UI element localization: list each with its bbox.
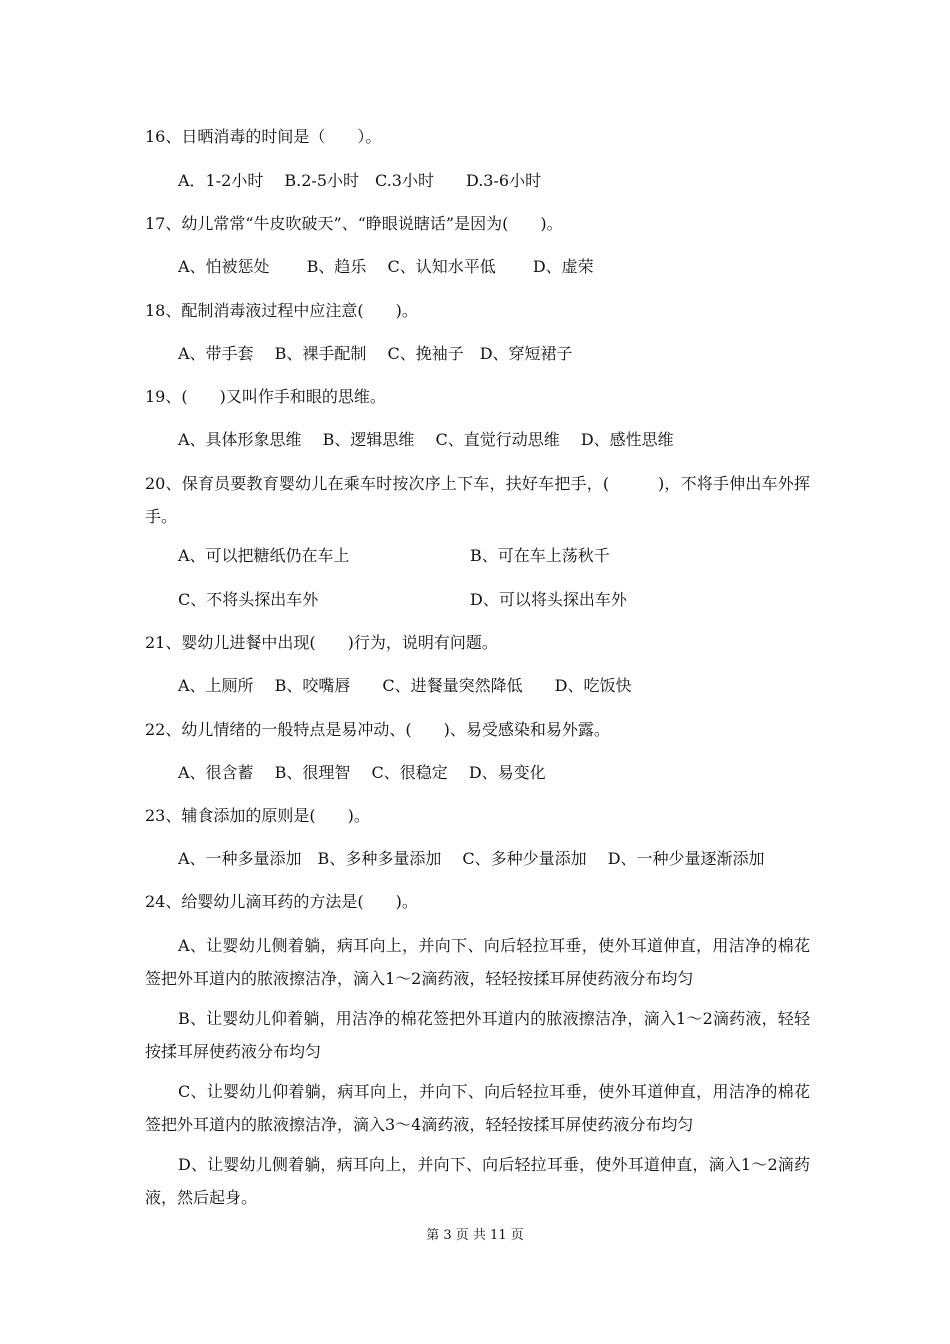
question-21-stem: 21、婴幼儿进餐中出现( )行为，说明有问题。 [145, 633, 498, 652]
question-17-options: A、怕被惩处 B、趋乐 C、认知水平低 D、虚荣 [178, 257, 594, 276]
question-16-stem: 16、日晒消毒的时间是（ ）。 [145, 127, 382, 146]
question-19-options: A、具体形象思维 B、逻辑思维 C、直觉行动思维 D、感性思维 [178, 430, 674, 449]
question-21-options: A、上厕所 B、咬嘴唇 C、进餐量突然降低 D、吃饭快 [178, 676, 632, 695]
question-18-options: A、带手套 B、裸手配制 C、挽袖子 D、穿短裙子 [178, 344, 573, 363]
question-20-option-a: A、可以把糖纸仍在车上 [178, 546, 350, 565]
question-23-stem: 23、辅食添加的原则是( )。 [145, 806, 370, 825]
question-16-options: A．1-2小时 B.2-5小时 C.3小时 D.3-6小时 [178, 171, 542, 190]
question-23-options: A、一种多量添加 B、多种多量添加 C、多种少量添加 D、一种少量逐渐添加 [178, 849, 765, 868]
question-22-options: A、很含蓄 B、很理智 C、很稳定 D、易变化 [178, 763, 546, 782]
question-19-stem: 19、( )又叫作手和眼的思维。 [145, 387, 386, 406]
question-22-stem: 22、幼儿情绪的一般特点是易冲动、( )、易受感染和易外露。 [145, 720, 610, 739]
question-24-option-d: D、让婴幼儿侧着躺，病耳向上，并向下、向后轻拉耳垂，使外耳道伸直，滴入1～2滴药液，然后起身。 [145, 1155, 810, 1207]
question-20-option-c: C、不将头探出车外 [178, 590, 319, 609]
question-24-stem: 24、给婴幼儿滴耳药的方法是( )。 [145, 892, 418, 911]
question-20-stem: 20、保育员要教育婴幼儿在乘车时按次序上下车，扶好车把手，( )，不将手伸出车外挥手。 [145, 474, 810, 526]
question-24-option-c: C、让婴幼儿仰着躺，病耳向上，并向下、向后轻拉耳垂，使外耳道伸直，用洁净的棉花签把外耳道内的脓液擦洁净，滴入3～4滴药液，轻轻按揉耳屏使药液分布均匀 [145, 1082, 810, 1134]
question-18-stem: 18、配制消毒液过程中应注意( )。 [145, 301, 418, 320]
question-20-option-d: D、可以将头探出车外 [470, 590, 627, 609]
question-24-option-b: B、让婴幼儿仰着躺，用洁净的棉花签把外耳道内的脓液擦洁净，滴入1～2滴药液，轻轻按揉耳屏使药液分布均匀 [145, 1009, 810, 1061]
question-20-option-b: B、可在车上荡秋千 [470, 546, 610, 565]
question-17-stem: 17、幼儿常常“牛皮吹破天”、“睁眼说瞎话”是因为( )。 [145, 214, 563, 233]
page-number-footer: 第 3 页 共 11 页 [426, 1228, 524, 1243]
question-24-option-a: A、让婴幼儿侧着躺，病耳向上，并向下、向后轻拉耳垂，使外耳道伸直，用洁净的棉花签把外耳道内的脓液擦洁净，滴入1～2滴药液，轻轻按揉耳屏使药液分布均匀 [145, 936, 810, 988]
